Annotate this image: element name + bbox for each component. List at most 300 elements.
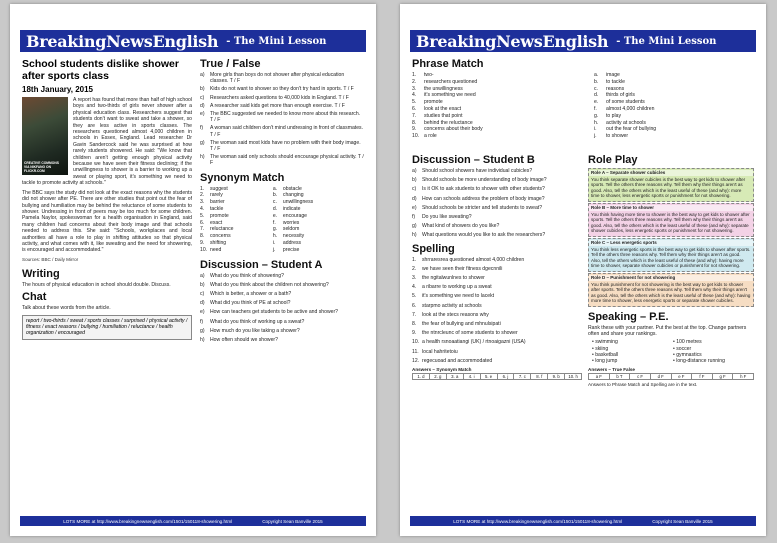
phrase-row bbox=[412, 106, 754, 113]
footer-link[interactable]: LOTS MORE at http://www.breakingnewsenglish.com/1501/150118-showering.html bbox=[63, 518, 233, 524]
synonym-key: f. bbox=[272, 219, 276, 226]
speaking-item-text: 100 metres bbox=[676, 339, 702, 346]
spelling-item bbox=[412, 349, 582, 355]
phrase-key: g. bbox=[594, 112, 599, 119]
answer-cell: 2. g bbox=[430, 374, 447, 379]
phrase-end: to shower bbox=[606, 133, 629, 140]
phrase-key: f. bbox=[594, 105, 597, 112]
discussion-a-item bbox=[200, 337, 364, 343]
spelling-item-text: regecuoad and accommodated bbox=[422, 357, 493, 364]
discussion-b-item bbox=[412, 214, 582, 220]
speaking-item: • skiing bbox=[592, 345, 609, 352]
discussion-b-item-key: e) bbox=[412, 204, 417, 211]
article-paragraph-1: A report has found that more than half of high school boys and two-thirds of girls never shower after a physical education class. Researchers suggest that students don't want to sweat and take a shower, so they are less active in sports classes. The researchers questioned almost 4,000 children in schools in Essex, England. Lead researcher Dr Gavin Sandercock said he was surprised at how rarely students showered. He said: "We know that children aren't getting enough physical activity because we have seen their fitness declining; if the unwillingness to shower is a barrier to working up a sweat or playing sport, it's something we need to tackle to promote activity at schools." bbox=[22, 97, 192, 187]
speaking-item: • gymnastics bbox=[673, 352, 702, 359]
discussion-b-item bbox=[412, 168, 582, 174]
article-paragraph-2: The BBC says the study did not look at the exact reasons why the students did not shower after PE. There are other studies that point out the fear of bullying and humiliation may be behind the reluctance of some students to shower. Undressing in front of peers may be too much for some children. Pamela Naylor, spokeswoman for a health organisation in England, said many children had concerns about their body image and that schools needed to address this. She said: "Schools, workplaces and local authorities all have a role to play in shifting attitudes so that physical activity, and what comes with it, like sweating and the need for showering, is encouraged and accommodated." bbox=[22, 189, 192, 254]
phrase-start: concerns about their body bbox=[424, 126, 483, 133]
discussion-a-item-text: What did you think of PE at school? bbox=[210, 300, 291, 307]
answers-note: Answers to Phrase Match and Spelling are in the text. bbox=[588, 381, 698, 387]
discussion-b-item-text: What questions would you like to ask the researchers? bbox=[422, 232, 546, 239]
role-title: Role C – Less energetic sports bbox=[589, 240, 753, 246]
phrase-number: 9. bbox=[412, 126, 417, 133]
footer-link-page-two[interactable]: LOTS MORE at http://www.breakingnewsenglish.com/1501/150118-showering.html bbox=[453, 518, 623, 524]
spelling-item bbox=[412, 358, 582, 364]
synonym-row bbox=[200, 199, 364, 206]
answer-cell: d F bbox=[651, 374, 672, 379]
answers-synonym-label: Answers – Synonym Match bbox=[412, 367, 472, 373]
true-false-item bbox=[200, 111, 364, 123]
synonym-number: 8. bbox=[200, 233, 205, 240]
phrase-key: j. bbox=[594, 133, 597, 140]
answers-synonym-grid bbox=[412, 373, 582, 380]
discussion-b-list bbox=[412, 168, 582, 239]
discussion-a-item-text: What do you think about the children not showering? bbox=[210, 281, 329, 288]
discussion-a-item-text: What do you think of showering? bbox=[210, 272, 284, 279]
discussion-b-item-key: f) bbox=[412, 214, 416, 221]
banner-title-page-two: BreakingNewsEnglish bbox=[416, 31, 609, 51]
speaking-heading: Speaking – P.E. bbox=[588, 310, 669, 323]
true-false-item-text: More girls than boys do not shower after physical education classes. T / F bbox=[210, 72, 345, 85]
discussion-a-item-text: How much do you like taking a shower? bbox=[210, 327, 300, 334]
role-play-heading: Role Play bbox=[588, 154, 638, 166]
synonym-word: tackle bbox=[210, 206, 224, 213]
spelling-item-number: 8. bbox=[412, 321, 417, 328]
synonym-row bbox=[200, 220, 364, 227]
phrase-end: thirds of girls bbox=[606, 92, 635, 99]
speaking-item-text: long jump bbox=[595, 358, 618, 365]
discussion-b-item-text: What kind of showers do you like? bbox=[422, 223, 500, 230]
discussion-a-item-text: How can teachers get students to be active and shower? bbox=[210, 309, 338, 316]
phrase-start: the unwillingness bbox=[424, 85, 463, 92]
spelling-item bbox=[412, 266, 582, 272]
banner bbox=[20, 30, 366, 52]
phrase-key: c. bbox=[594, 85, 598, 92]
spelling-item bbox=[412, 293, 582, 299]
article-sources: Sources: BBC / Daily Mirror bbox=[22, 256, 79, 262]
phrase-start: studies that point bbox=[424, 112, 463, 119]
synonym-match: changing bbox=[282, 192, 304, 199]
spelling-item-number: 4. bbox=[412, 284, 417, 291]
synonym-heading: Synonym Match bbox=[200, 171, 285, 184]
synonym-word: exact bbox=[210, 219, 223, 226]
discussion-a-item bbox=[200, 291, 364, 297]
true-false-item-text: A woman said children don't mind undressing in front of classmates. T / F bbox=[210, 125, 364, 138]
role-text: You think punishment for not showering is the best way to get kids to shower after sports. Tell the others three reasons why. Tell them why their things aren't as good. Also, tell the others which is the least useful of these (and why): having more time to shower, less energetic sports or separate shower cubicles. bbox=[591, 281, 751, 304]
speaking-item: • long jump bbox=[592, 358, 618, 365]
discussion-b-item bbox=[412, 232, 582, 238]
synonym-number: 3. bbox=[200, 199, 205, 206]
synonym-row bbox=[200, 206, 364, 213]
phrase-end: image bbox=[606, 72, 620, 78]
role-box bbox=[588, 273, 754, 307]
spelling-item-text: a health rsnoaatiangi (UK) / rtnoaigazni (USA) bbox=[422, 339, 526, 346]
spelling-item-text: starpmo activity at schools bbox=[422, 302, 482, 309]
true-false-list bbox=[200, 72, 364, 167]
page-one bbox=[10, 4, 376, 536]
discussion-b-item-key: d) bbox=[412, 195, 417, 202]
discussion-a-item-key: c) bbox=[200, 291, 205, 298]
banner-title: BreakingNewsEnglish bbox=[26, 31, 219, 51]
phrase-key: h. bbox=[594, 119, 599, 126]
answer-cell: 4. i bbox=[464, 374, 481, 379]
true-false-item-text: The BBC suggested we needed to know more about this research. T / F bbox=[210, 111, 361, 124]
spelling-item bbox=[412, 275, 582, 281]
synonym-key: b. bbox=[272, 192, 278, 199]
phrase-end: activity at schools bbox=[606, 119, 646, 126]
speaking-item-text: swimming bbox=[595, 339, 618, 346]
answers-tf-grid bbox=[588, 373, 754, 380]
spelling-item-text: the ngitalwunlnes to shower bbox=[422, 275, 485, 282]
spelling-item-number: 5. bbox=[412, 293, 417, 300]
phrase-key: a. bbox=[594, 72, 599, 78]
role-title: Role D – Punishment for not showering bbox=[589, 275, 753, 281]
page-two bbox=[400, 4, 766, 536]
speaking-item-text: long-distance running bbox=[676, 358, 725, 365]
spelling-item-number: 10. bbox=[412, 339, 420, 346]
article-photo bbox=[22, 97, 68, 175]
true-false-item bbox=[200, 154, 364, 166]
page-two-right-column bbox=[588, 154, 754, 514]
synonym-table bbox=[200, 186, 364, 254]
true-false-item-text: A researcher said kids get more than enough exercise. T / F bbox=[210, 102, 345, 109]
speaking-item-text: skiing bbox=[595, 345, 609, 352]
discussion-a-item-text: How often should we shower? bbox=[210, 337, 278, 344]
left-column bbox=[22, 58, 192, 514]
synonym-row bbox=[200, 186, 364, 193]
synonym-match: worries bbox=[282, 219, 300, 226]
phrase-start: a role bbox=[424, 133, 437, 140]
phrase-end: reasons bbox=[606, 85, 625, 92]
phrase-key: i. bbox=[594, 126, 597, 133]
discussion-a-item bbox=[200, 282, 364, 288]
footer bbox=[20, 516, 366, 526]
synonym-row bbox=[200, 213, 364, 220]
phrase-key: d. bbox=[594, 92, 599, 99]
phrase-number: 10. bbox=[412, 133, 420, 140]
discussion-a-item bbox=[200, 319, 364, 325]
synonym-match: seldom bbox=[282, 226, 300, 233]
article-date: 18th January, 2015 bbox=[22, 85, 94, 94]
answer-cell: 10. h bbox=[568, 374, 578, 380]
speaking-intro: Rank these with your partner. Put the best at the top. Change partners often and share your rankings. bbox=[588, 324, 747, 338]
speaking-item: • 100 metres bbox=[673, 339, 702, 346]
answer-cell: 8. f bbox=[531, 374, 548, 379]
spelling-item-number: 11. bbox=[412, 348, 419, 355]
role-title: Role B – More time to shower bbox=[589, 205, 753, 211]
phrase-match-section bbox=[412, 58, 754, 154]
true-false-heading: True / False bbox=[200, 58, 261, 70]
phrase-row bbox=[412, 72, 754, 79]
discussion-b-item-key: a) bbox=[412, 168, 417, 174]
discussion-a-item bbox=[200, 309, 364, 315]
discussion-a-item-key: b) bbox=[200, 281, 205, 288]
answer-cell: 6. j bbox=[498, 374, 515, 379]
phrase-row bbox=[412, 126, 754, 133]
answers-tf-label: Answers – True False bbox=[588, 366, 635, 372]
spelling-item bbox=[412, 339, 582, 345]
phrase-end: to play bbox=[606, 112, 622, 119]
true-false-item-key: h) bbox=[200, 154, 205, 161]
phrase-row bbox=[412, 79, 754, 86]
phrase-end: to tackle bbox=[606, 78, 625, 85]
answer-cell: f F bbox=[692, 374, 713, 379]
synonym-number: 4. bbox=[200, 206, 205, 213]
answer-cell: 1. d bbox=[413, 374, 430, 379]
discussion-b-item-key: c) bbox=[412, 186, 417, 193]
phrase-end: of some students bbox=[606, 99, 645, 106]
speaking-item: • swimming bbox=[592, 339, 618, 346]
photo-caption: CREATIVE COMMONS VIA NIKFANG ON FLICKR.COM bbox=[24, 161, 59, 173]
spelling-item-number: 1. bbox=[412, 256, 417, 263]
spelling-item-number: 7. bbox=[412, 311, 417, 318]
synonym-row bbox=[200, 247, 364, 254]
spelling-item-text: it's something we need to lacekt bbox=[422, 293, 495, 300]
synonym-word: concerns bbox=[210, 233, 231, 240]
writing-text: The hours of physical education in school should double. Discuss. bbox=[22, 281, 171, 288]
phrase-row bbox=[412, 133, 754, 140]
speaking-list bbox=[588, 339, 754, 364]
synonym-key: a. bbox=[272, 185, 278, 192]
discussion-b-item-text: Should schools be more understanding of body image? bbox=[422, 177, 547, 184]
discussion-b-item-text: Is it OK to ask students to shower with other students? bbox=[422, 186, 545, 193]
true-false-item-key: g) bbox=[200, 139, 205, 146]
synonym-row bbox=[200, 233, 364, 240]
true-false-item-key: a) bbox=[200, 72, 205, 78]
discussion-a-item-key: a) bbox=[200, 272, 205, 279]
true-false-item bbox=[200, 125, 364, 137]
discussion-a-item-key: d) bbox=[200, 300, 205, 307]
true-false-item bbox=[200, 140, 364, 152]
synonym-number: 10. bbox=[200, 246, 208, 253]
spelling-item-number: 12. bbox=[412, 357, 420, 364]
true-false-item-key: b) bbox=[200, 86, 205, 93]
true-false-item-text: Kids do not want to shower so they don't try hard in sports. T / F bbox=[210, 86, 354, 93]
spelling-item-text: local hahritetoiu bbox=[422, 348, 458, 355]
true-false-item bbox=[200, 103, 364, 109]
phrase-table bbox=[412, 72, 754, 140]
synonym-row bbox=[200, 192, 364, 199]
synonym-match: unwillingness bbox=[282, 199, 314, 206]
discussion-b-heading: Discussion – Student B bbox=[412, 154, 535, 166]
synonym-match: precise bbox=[282, 246, 300, 253]
synonym-word: barrier bbox=[210, 199, 225, 206]
role-box bbox=[588, 168, 754, 202]
speaking-item-text: basketball bbox=[595, 352, 619, 359]
discussion-b-item-text: Do you like sweating? bbox=[422, 214, 472, 221]
speaking-item: • basketball bbox=[592, 352, 619, 359]
synonym-number: 1. bbox=[200, 185, 205, 192]
phrase-row bbox=[412, 86, 754, 93]
footer-copyright-page-two: Copyright Sean Banville 2015 bbox=[652, 518, 713, 524]
discussion-b-item bbox=[412, 223, 582, 229]
discussion-b-item-text: Should schools be stricter and tell students to sweat? bbox=[422, 204, 543, 211]
discussion-a-item-key: h) bbox=[200, 337, 205, 344]
role-play-boxes bbox=[588, 168, 754, 307]
phrase-start: two- bbox=[424, 72, 434, 78]
role-box bbox=[588, 238, 754, 272]
synonym-number: 2. bbox=[200, 192, 205, 199]
true-false-item-key: d) bbox=[200, 102, 205, 109]
discussion-b-item-key: g) bbox=[412, 223, 417, 230]
answer-cell: 7. c bbox=[514, 374, 531, 379]
phrase-number: 1. bbox=[412, 72, 417, 78]
phrase-end: out the fear of bullying bbox=[606, 126, 657, 133]
chat-words-box: report / two-thirds / sweat / sports classes / surprised / physical activity / fitness / exact reasons / bullying / humiliation / reluctance / health organization / encouraged bbox=[22, 315, 192, 340]
article-title: School students dislike shower after sports class bbox=[22, 58, 179, 82]
discussion-a-item bbox=[200, 300, 364, 306]
phrase-row bbox=[412, 92, 754, 99]
banner-page-two bbox=[410, 30, 756, 52]
synonym-word: rarely bbox=[210, 192, 223, 199]
phrase-number: 5. bbox=[412, 99, 417, 106]
answer-cell: a F bbox=[589, 374, 610, 379]
discussion-a-item-text: Which is better, a shower or a bath? bbox=[210, 291, 292, 298]
answer-cell: e F bbox=[672, 374, 693, 379]
speaking-item-text: gymnastics bbox=[676, 352, 702, 359]
synonym-key: i. bbox=[272, 240, 276, 247]
chat-heading: Chat bbox=[22, 291, 47, 304]
banner-subtitle: - The Mini Lesson bbox=[226, 35, 327, 47]
phrase-start: behind the reluctance bbox=[424, 119, 473, 126]
role-box bbox=[588, 203, 754, 237]
synonym-row bbox=[200, 240, 364, 247]
spelling-item-text: the fear of bullying and mhnulsipati bbox=[422, 321, 501, 328]
synonym-key: e. bbox=[272, 212, 278, 219]
synonym-key: c. bbox=[272, 199, 277, 206]
true-false-item bbox=[200, 95, 364, 101]
role-text: You think having more time to shower is the best way to get kids to shower after sports. Tell the others three reasons why. Tell them why their things aren't as good. Also, tell the others which is the least useful of these (and why): separate shower cubicles, less energetic sports or punishment for not showering. bbox=[591, 211, 750, 234]
true-false-item-key: c) bbox=[200, 94, 205, 101]
true-false-item-text: Researchers asked questions to 40,000 kids in England. T / F bbox=[210, 94, 349, 101]
discussion-a-list bbox=[200, 273, 364, 344]
spelling-item-text: look at the stecs reasons why bbox=[422, 311, 489, 318]
discussion-b-item bbox=[412, 205, 582, 211]
chat-intro: Talk about these words from the article. bbox=[22, 305, 111, 312]
phrase-number: 7. bbox=[412, 112, 417, 119]
spelling-item-number: 3. bbox=[412, 275, 417, 282]
spelling-item bbox=[412, 312, 582, 318]
synonym-word: suggest bbox=[210, 185, 228, 192]
spelling-item bbox=[412, 330, 582, 336]
answer-cell: b T bbox=[610, 374, 631, 379]
synonym-word: shifting bbox=[210, 240, 227, 247]
discussion-a-heading: Discussion – Student A bbox=[200, 258, 323, 271]
spelling-item-text: we have seen their fitness dgecnnili bbox=[422, 265, 503, 272]
discussion-b-item-key: h) bbox=[412, 232, 417, 239]
role-title: Role A – Separate shower cubicles bbox=[589, 170, 753, 176]
discussion-b-item bbox=[412, 186, 582, 192]
spelling-item-text: the ntnrcleunc of some students to shower bbox=[422, 330, 518, 337]
discussion-b-item-text: How can schools address the problem of body image? bbox=[422, 195, 545, 202]
synonym-match: obstacle bbox=[282, 185, 302, 192]
spelling-item-text: shrraresrea questioned almost 4,000 children bbox=[422, 256, 525, 263]
phrase-heading: Phrase Match bbox=[412, 58, 484, 70]
discussion-a-item bbox=[200, 328, 364, 334]
synonym-match: necessity bbox=[282, 233, 305, 240]
discussion-b-item bbox=[412, 196, 582, 202]
synonym-word: need bbox=[210, 246, 222, 253]
answer-cell: c F bbox=[630, 374, 651, 379]
writing-heading: Writing bbox=[22, 267, 60, 280]
phrase-start: researchers questioned bbox=[424, 78, 478, 85]
spelling-item-text: a ribarre to working up a sweat bbox=[422, 284, 492, 291]
synonym-number: 9. bbox=[200, 240, 205, 247]
phrase-number: 4. bbox=[412, 92, 417, 99]
discussion-a-item bbox=[200, 273, 364, 279]
answer-cell: g F bbox=[713, 374, 734, 379]
spelling-item bbox=[412, 321, 582, 327]
footer-copyright: Copyright Sean Banville 2015 bbox=[262, 518, 323, 524]
synonym-key: g. bbox=[272, 226, 278, 233]
synonym-word: reluctance bbox=[210, 226, 234, 233]
discussion-a-item-text: What do you think of working up a sweat? bbox=[210, 318, 305, 325]
spelling-item bbox=[412, 284, 582, 290]
right-column bbox=[200, 58, 364, 514]
synonym-match: indicate bbox=[282, 206, 301, 213]
spelling-list bbox=[412, 257, 582, 364]
discussion-b-item-text: Should school showers have individual cubicles? bbox=[422, 168, 533, 174]
phrase-start: look at the exact bbox=[424, 105, 462, 112]
discussion-a-item-key: f) bbox=[200, 318, 204, 325]
role-text: You think separate shower cubicles is the best way to get kids to shower after sports. Tell the others three reasons why. Tell them why their things aren't as good. Also, tell the others which is the least useful of these (and why): more time to shower, less energetic sports or punishment for not showering. bbox=[591, 176, 746, 199]
phrase-key: e. bbox=[594, 99, 599, 106]
synonym-row bbox=[200, 226, 364, 233]
page-two-left-column bbox=[412, 154, 582, 514]
phrase-end: almost 4,000 children bbox=[606, 105, 655, 112]
spelling-item bbox=[412, 257, 582, 263]
synonym-key: d. bbox=[272, 206, 278, 213]
spelling-heading: Spelling bbox=[412, 242, 455, 255]
answer-cell: 3. a bbox=[447, 374, 464, 379]
phrase-start: promote bbox=[424, 99, 443, 106]
true-false-item-key: e) bbox=[200, 111, 205, 118]
true-false-item-key: f) bbox=[200, 125, 204, 132]
speaking-item-text: soccer bbox=[676, 345, 692, 352]
true-false-item-text: The woman said only schools should encourage physical activity. T / F bbox=[210, 154, 364, 167]
synonym-key: j. bbox=[272, 246, 276, 253]
discussion-a-item-key: g) bbox=[200, 327, 205, 334]
phrase-row bbox=[412, 113, 754, 120]
spelling-item-number: 9. bbox=[412, 330, 417, 337]
spelling-item bbox=[412, 303, 582, 309]
synonym-match: encourage bbox=[282, 212, 307, 219]
phrase-row bbox=[412, 120, 754, 127]
footer-page-two bbox=[410, 516, 756, 526]
answer-cell: h F bbox=[740, 373, 747, 379]
spelling-item-number: 2. bbox=[412, 265, 417, 272]
true-false-item bbox=[200, 86, 364, 92]
phrase-row bbox=[412, 99, 754, 106]
speaking-item: • long-distance running bbox=[673, 358, 725, 365]
role-text: You think less energetic sports is the best way to get kids to shower after sports. Tell the others three reasons why. Tell them why their things aren't as good. Also, tell the others which is the least useful of these (and why): having more time to shower, separate shower cubicles or punishment for not showering. bbox=[591, 246, 751, 269]
synonym-number: 7. bbox=[200, 226, 205, 233]
answer-cell: 9. b bbox=[548, 374, 565, 379]
phrase-number: 8. bbox=[412, 119, 417, 126]
synonym-number: 5. bbox=[200, 212, 205, 219]
true-false-item bbox=[200, 72, 364, 84]
synonym-match: address bbox=[282, 240, 302, 247]
spelling-item-number: 6. bbox=[412, 302, 417, 309]
discussion-b-item bbox=[412, 177, 582, 183]
phrase-key: b. bbox=[594, 78, 599, 85]
discussion-a-item-key: e) bbox=[200, 309, 205, 316]
answer-cell: 5. e bbox=[481, 374, 498, 379]
synonym-word: promote bbox=[210, 212, 229, 219]
true-false-item-text: The woman said most kids have no problem with their body image. T / F bbox=[210, 139, 361, 153]
phrase-start: it's something we need bbox=[424, 92, 476, 99]
discussion-b-item-key: b) bbox=[412, 177, 417, 184]
